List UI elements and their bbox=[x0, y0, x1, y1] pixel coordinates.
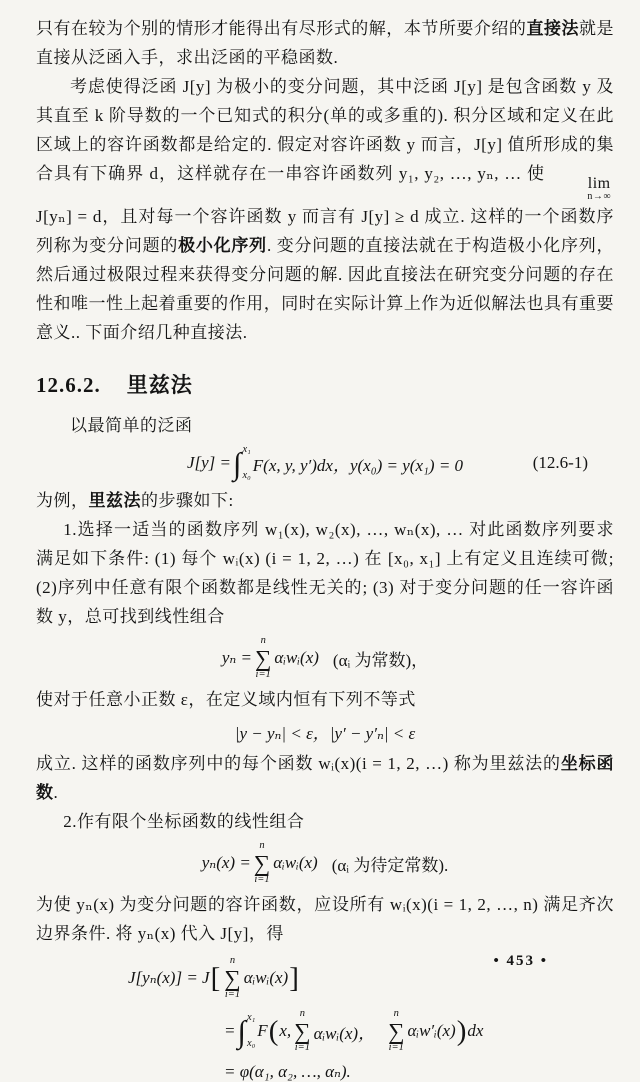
para-admissible: 为使 yₙ(x) 为变分问题的容许函数，应设所有 wᵢ(x)(i = 1, 2, …, n) 满足齐次边界条件. 将 yₙ(x) 代入 J[y]，得 bbox=[36, 895, 614, 944]
key-term-minimizing-sequence: 极小化序列 bbox=[178, 236, 267, 256]
section-heading bbox=[36, 369, 614, 399]
para-coordinate-functions: 成立. 这样的函数序列中的每个函数 wᵢ(x)(i = 1, 2, …) 称为里兹法的坐标函数. bbox=[36, 754, 615, 803]
eq4-lhs: yₙ(x) = bbox=[201, 853, 251, 873]
eq1-rhs: F(x, y, y′)dx，y(x₀) = y(x₁) = 0 bbox=[252, 455, 464, 475]
step-1-paragraph: 1.选择一适当的函数序列 w₁(x), w₂(x), …, wₙ(x), … 对此函数序列要求满足如下条件: (1) 每个 wᵢ(x) (i = 1, 2, …) 在 [x₀, x₁] 上有定义且连续可微; (2)序列中任意有限个函数都是线性无关的; (3) 对于变分问题的任一容许函数 y，总可找到线性组合 bbox=[36, 520, 614, 627]
heading-title: 里兹法 bbox=[126, 373, 193, 398]
sum-symbol: n ∑ i=1 bbox=[254, 635, 272, 680]
eq2-body: αᵢwᵢ(x) bbox=[274, 648, 319, 668]
integral-symbol: ∫ x₁ x₀ bbox=[237, 1012, 256, 1049]
para-intro-seg2: 就是直接从泛函入手，求出泛函的平稳函数. bbox=[36, 19, 614, 67]
heading-number: 12.6.2. bbox=[36, 373, 101, 398]
sum-upper-limit: n bbox=[260, 635, 266, 647]
para-minimizing-sequence bbox=[36, 72, 614, 347]
eq5-line3-body: = φ(α₁, α₂, …, αₙ). bbox=[224, 1062, 351, 1082]
eq5-line1-body: αᵢwᵢ(x) bbox=[243, 968, 289, 988]
para2-seg2: J[yₙ] = d，且对每一个容许函数 y 而言有 J[y] ≥ d 成立. 这样的一个函数序列称为变分问题的 bbox=[36, 207, 614, 256]
equation-12-6-1 bbox=[36, 445, 614, 481]
page-number: • 453 • bbox=[493, 953, 548, 969]
sum-lower-limit: i=1 bbox=[255, 668, 271, 680]
equation-inequality bbox=[36, 719, 614, 744]
equation-linear-combination bbox=[36, 636, 614, 680]
sum-upper-limit: n bbox=[259, 840, 265, 852]
eq2-lhs: yₙ = bbox=[221, 648, 252, 668]
sum-symbol: n ∑ i=1 bbox=[388, 1008, 405, 1053]
key-term-direct-method: 直接法 bbox=[526, 19, 579, 38]
limit-word: lim bbox=[587, 175, 611, 193]
eq5-F: F bbox=[257, 1021, 268, 1041]
equation-j-yn-block bbox=[36, 956, 614, 1082]
key-term-ritz-method: 里兹法 bbox=[88, 491, 141, 511]
para-simplest-functional: 以最简单的泛函 bbox=[70, 416, 193, 436]
eq1-lhs: J[y] = bbox=[186, 453, 231, 473]
equation-yn-combination bbox=[36, 841, 614, 885]
eq5-term2: αᵢw′ᵢ(x) bbox=[407, 1021, 456, 1041]
sum-symbol: n ∑ i=1 bbox=[294, 1008, 311, 1053]
integral-lower-limit: x₀ bbox=[242, 469, 251, 481]
limit-subscript: n→∞ bbox=[587, 191, 611, 203]
limit-expression bbox=[553, 176, 611, 202]
eq5-equals: = bbox=[224, 1021, 236, 1041]
eq5-line-3 bbox=[224, 1062, 614, 1082]
integral-upper-limit: x₁ bbox=[242, 444, 251, 456]
eq2-note: (αᵢ 为常数)， bbox=[332, 650, 429, 670]
eq5-term1: αᵢwᵢ(x)， bbox=[313, 1023, 376, 1043]
step-2-paragraph: 2.作有限个坐标函数的线性组合 bbox=[63, 812, 305, 832]
open-paren: ( bbox=[268, 1014, 279, 1047]
para2-seg3: . 变分问题的直接法就在于构造极小化序列，然后通过极限过程来获得变分问题的解. 因此直接法在研究变分问题的存在性和唯一性上起着重要的作用，同时在实际计算上作为近似解法也具有重要意义.. 下面介绍几种直接法. bbox=[36, 236, 614, 343]
sum-symbol: n ∑ i=1 bbox=[224, 955, 241, 1000]
close-bracket: ] bbox=[289, 961, 299, 994]
para-epsilon: 使对于任意小正数 ε，在定义域内恒有下列不等式 bbox=[36, 690, 416, 710]
para2-seg1: 考虑使得泛函 J[y] 为极小的变分问题，其中泛函 J[y] 是包含函数 y 及其直至 k 阶导数的一个已知式的积分(单的或多重的). 积分区域和定义在此区域上的容许函数都是给定的. 假定对容许函数 y 而言，J[y] 值所形成的集合具有下确界 d，这样就存在一串容许函数列 y₁, y₂, …, yₙ, … 使 bbox=[36, 77, 614, 183]
open-bracket: [ bbox=[210, 961, 221, 994]
eq5-line1-lhs: J[yₙ(x)] = J bbox=[128, 968, 210, 988]
para-intro bbox=[36, 14, 614, 72]
key-term-coordinate-functions: 坐标函数 bbox=[36, 754, 615, 803]
eq5-arg-x: x, bbox=[279, 1021, 292, 1041]
eq3-body: |y − yₙ| < ε，|y′ − y′ₙ| < ε bbox=[234, 724, 416, 744]
eq4-body: αᵢwᵢ(x) bbox=[273, 853, 318, 873]
integral-symbol: ∫ x₁ x₀ bbox=[232, 444, 251, 481]
close-paren: ) bbox=[456, 1014, 467, 1047]
sum-lower-limit: i=1 bbox=[254, 873, 270, 885]
eq5-dx: dx bbox=[467, 1021, 484, 1041]
para-intro-seg1: 只有在较为个别的情形才能得出有尽形式的解，本节所要介绍的 bbox=[36, 19, 527, 38]
sum-symbol: n ∑ i=1 bbox=[253, 840, 271, 885]
eq5-line-2 bbox=[224, 1009, 614, 1053]
para-for-example: 为例，里兹法的步骤如下: bbox=[36, 491, 234, 511]
equation-label: (12.6-1) bbox=[532, 453, 588, 473]
eq4-note: (αᵢ 为待定常数). bbox=[331, 855, 449, 875]
